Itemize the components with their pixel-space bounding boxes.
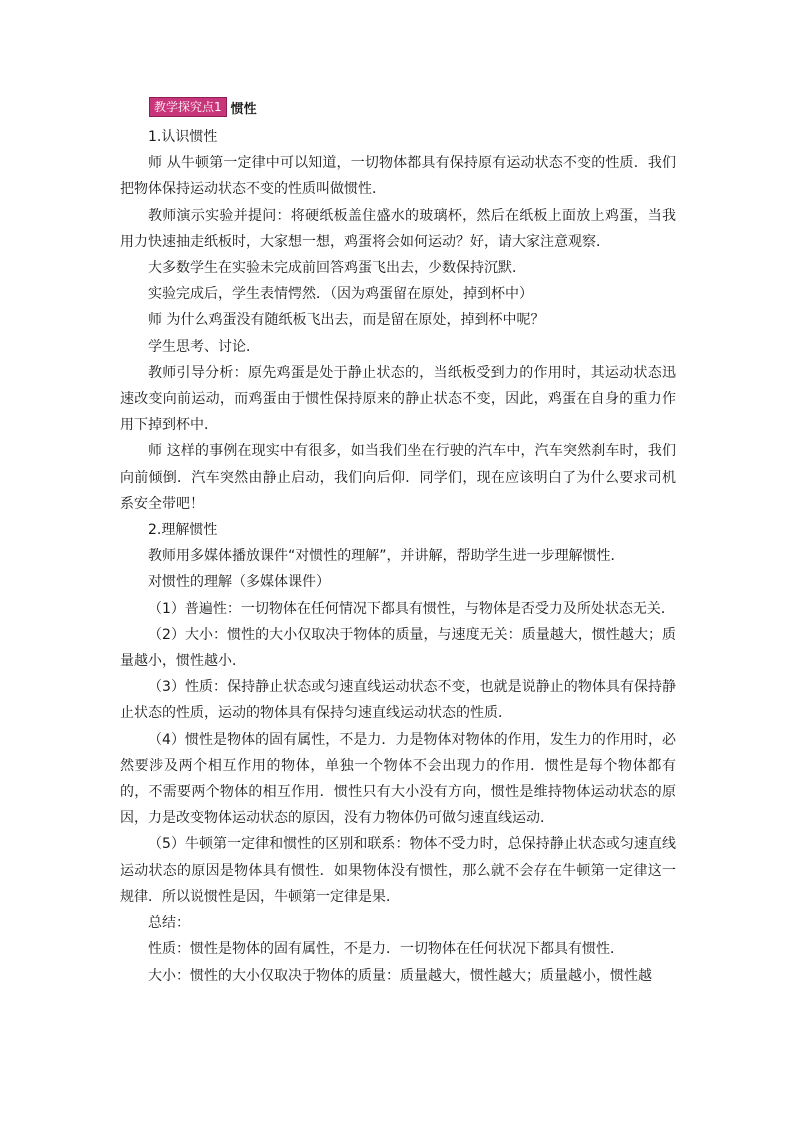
paragraph: 师 从牛顿第一定律中可以知道，一切物体都具有保持原有运动状态不变的性质．我们把物体保持运动状态不变的性质叫做惯性．	[120, 155, 676, 198]
paragraph: 师 这样的事例在现实中有很多，如当我们坐在行驶的汽车中，汽车突然刹车时，我们向前倾倒．汽车突然由静止启动，我们向后仰．同学们，现在应该明白了为什么要求司机系安全带吧！	[120, 443, 676, 512]
paragraph: 师 为什么鸡蛋没有随纸板飞出去，而是留在原处，掉到杯中呢？	[148, 312, 545, 329]
summary-heading: 总结：	[148, 915, 190, 932]
document-page	[120, 94, 676, 989]
list-item: （4）惯性是物体的固有属性，不是力．力是物体对物体的作用，发生力的作用时，必然要涉及两个相互作用的物体，单独一个物体不会出现力的作用．惯性是每个物体都有的，不需要两个物体的相互作用．惯性只有大小没有方向，惯性是维持物体运动状态的原因，力是改变物体运动状态的原因，没有力物体仍可做匀速直线运动．	[120, 731, 676, 827]
subheading-know-inertia: 1.认识惯性	[148, 129, 218, 145]
section-title: 惯性	[230, 101, 257, 117]
paragraph: 大多数学生在实验未完成前回答鸡蛋飞出去，少数保持沉默．	[148, 260, 526, 277]
paragraph: 教师用多媒体播放课件“对惯性的理解”，并讲解，帮助学生进一步理解惯性．	[148, 548, 625, 565]
paragraph: 教师演示实验并提问：将硬纸板盖住盛水的玻璃杯，然后在纸板上面放上鸡蛋，当我用力快速抽走纸板时，大家想一想，鸡蛋将会如何运动？好，请大家注意观察．	[120, 207, 676, 250]
subheading-understand-inertia: 2.理解惯性	[148, 522, 218, 539]
paragraph: 对惯性的理解（多媒体课件）	[148, 574, 330, 591]
list-item: （2）大小：惯性的大小仅取决于物体的质量，与速度无关：质量越大，惯性越大；质量越小，惯性越小．	[120, 626, 676, 670]
section-header	[120, 94, 676, 120]
summary-line: 大小：惯性的大小仅取决于物体的质量：质量越大，惯性越大；质量越小，惯性越	[148, 967, 652, 984]
paragraph: 学生思考、讨论．	[148, 338, 260, 355]
list-item: （5）牛顿第一定律和惯性的区别和联系：物体不受力时，总保持静止状态或匀速直线运动状态的原因是物体具有惯性．如果物体没有惯性，那么就不会存在牛顿第一定律这一规律．所以说惯性是因，牛顿第一定律是果．	[120, 836, 676, 905]
paragraph: 教师引导分析：原先鸡蛋是处于静止状态的，当纸板受到力的作用时，其运动状态迅速改变向前运动，而鸡蛋由于惯性保持原来的静止状态不变，因此，鸡蛋在自身的重力作用下掉到杯中．	[120, 364, 676, 434]
summary-line: 性质：惯性是物体的固有属性，不是力．一切物体在任何状况下都具有惯性．	[148, 941, 624, 958]
list-item: （3）性质：保持静止状态或匀速直线运动状态不变，也就是说静止的物体具有保持静止状态的性质，运动的物体具有保持匀速直线运动状态的性质．	[120, 679, 676, 722]
section-tag: 教学探究点1	[149, 97, 227, 117]
list-item: （1）普遍性：一切物体在任何情况下都具有惯性，与物体是否受力及所处状态无关．	[148, 600, 675, 617]
paragraph: 实验完成后，学生表情愕然．（因为鸡蛋留在原处，掉到杯中）	[148, 286, 533, 303]
